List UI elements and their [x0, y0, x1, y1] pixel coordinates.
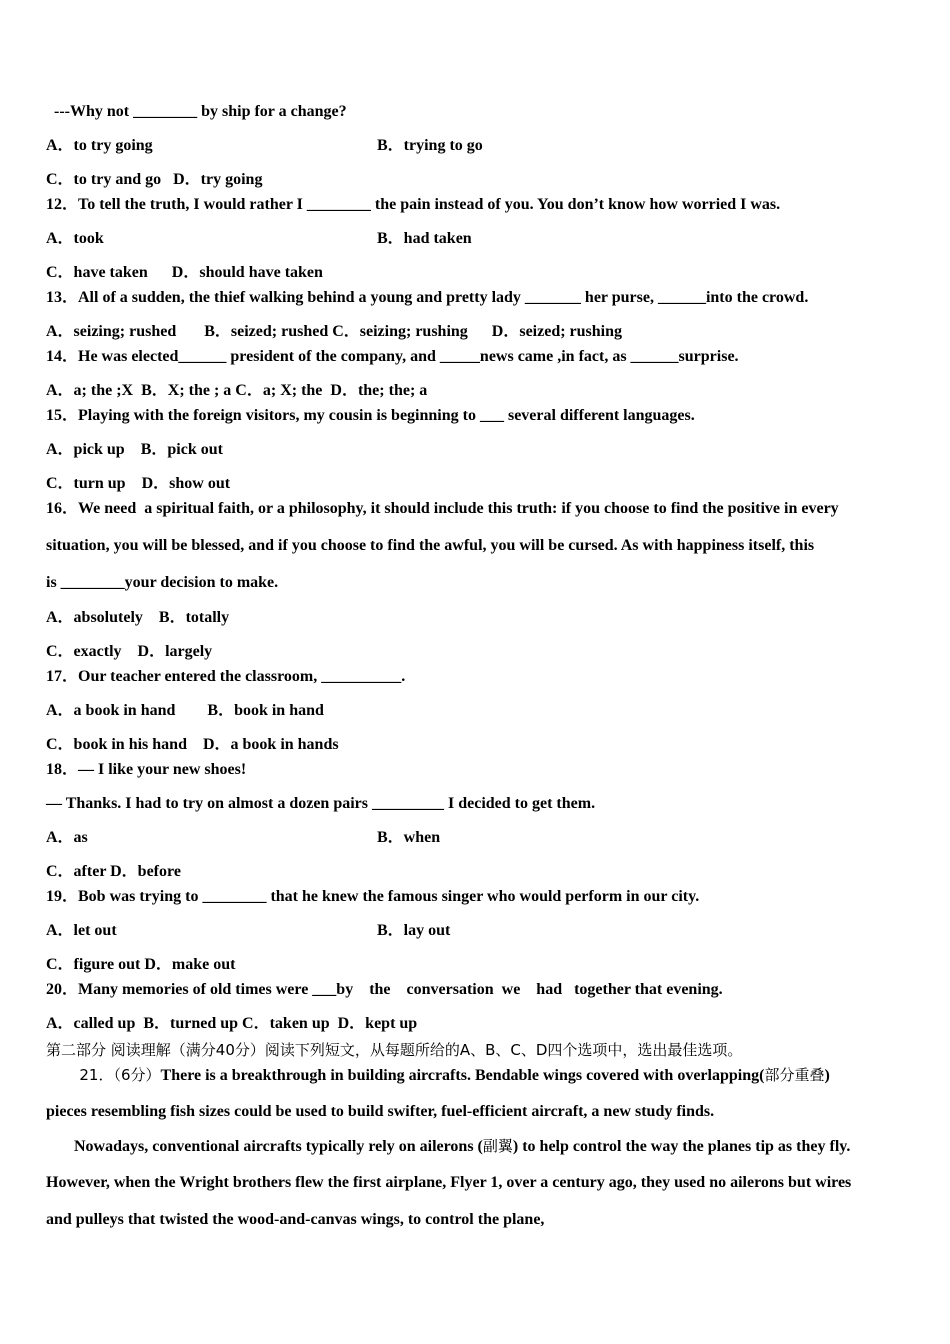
q11-option-a: A．to try going: [46, 137, 153, 154]
question-17-stem: 17．Our teacher entered the classroom, __________.: [46, 668, 406, 685]
q13-options: A．seizing; rushed B．seized; rushed C．seizing; rushing D．seized; rushing: [46, 323, 623, 340]
gloss-ailerons: 副翼: [482, 1137, 513, 1155]
paren-close: ): [824, 1067, 830, 1084]
passage-21-text: There is a breakthrough in building aircrafts. Bendable wings covered with overlapping(: [160, 1067, 765, 1084]
question-12-stem: 12．To tell the truth, I would rather I ________ the pain instead of you. You don’t know how worried I was.: [46, 196, 781, 213]
question-18-stem: 18．— I like your new shoes!: [46, 761, 247, 778]
q16-options-cd: C．exactly D．largely: [46, 643, 213, 660]
q12-option-b: B．had taken: [377, 230, 472, 247]
question-11-stem: ---Why not ________ by ship for a change?: [46, 103, 347, 120]
q18-option-b: B．when: [377, 829, 441, 846]
q18-option-a: A．as: [46, 829, 88, 846]
q15-options-cd: C．turn up D．show out: [46, 475, 231, 492]
passage-21-para2-line2: However, when the Wright brothers flew the first airplane, Flyer 1, over a century ago, they used no ailerons but wires: [46, 1174, 852, 1191]
question-14-stem: 14．He was elected______ president of the company, and _____news came ,in fact, as ______surprise.: [46, 348, 739, 365]
passage-21-number: 21．（6分）: [46, 1066, 161, 1084]
q20-options: A．called up B．turned up C．taken up D．kept up: [46, 1015, 418, 1032]
passage-21-line1: [46, 1065, 830, 1086]
passage-21-para2-line1: [46, 1136, 850, 1157]
q17-options-ab: A．a book in hand B．book in hand: [46, 702, 324, 719]
gloss-overlapping: 部分重叠: [764, 1066, 825, 1084]
question-16-stem-line3: is ________your decision to make.: [46, 574, 279, 591]
question-16-stem-line2: situation, you will be blessed, and if you choose to find the awful, you will be cursed. As with happiness itself, this: [46, 537, 815, 554]
question-18-reply: — Thanks. I had to try on almost a dozen pairs _________ I decided to get them.: [46, 795, 596, 812]
q12-options-cd: C．have taken D．should have taken: [46, 264, 323, 281]
q11-options-cd: C．to try and go D．try going: [46, 171, 263, 188]
q19-option-b: B．lay out: [377, 922, 451, 939]
q12-option-a: A．took: [46, 230, 104, 247]
section-2-heading: 第二部分 阅读理解（满分40分）阅读下列短文，从每题所给的A、B、C、D四个选项中，选出最佳选项。: [46, 1041, 743, 1059]
q16-options-ab: A．absolutely B．totally: [46, 609, 230, 626]
para2-text-end: ) to help control the way the planes tip as they fly.: [512, 1138, 851, 1155]
q17-options-cd: C．book in his hand D．a book in hands: [46, 736, 339, 753]
question-15-stem: 15．Playing with the foreign visitors, my cousin is beginning to ___ several different languages.: [46, 407, 695, 424]
q14-options: A．a; the ;X B．X; the ; a C．a; X; the D．the; the; a: [46, 382, 428, 399]
q15-options-ab: A．pick up B．pick out: [46, 441, 223, 458]
q11-option-b: B．trying to go: [377, 137, 483, 154]
question-20-stem: 20．Many memories of old times were ___by the conversation we had together that evening.: [46, 981, 723, 998]
para2-text-start: Nowadays, conventional aircrafts typically rely on ailerons (: [46, 1138, 483, 1155]
passage-21-para2-line3: and pulleys that twisted the wood-and-canvas wings, to control the plane,: [46, 1211, 545, 1228]
question-13-stem: 13．All of a sudden, the thief walking behind a young and pretty lady _______ her purse, ______into the crowd.: [46, 289, 809, 306]
passage-21-line2: pieces resembling fish sizes could be used to build swifter, fuel-efficient aircraft, a new study finds.: [46, 1103, 715, 1120]
q19-option-a: A．let out: [46, 922, 117, 939]
question-16-stem-line1: 16．We need a spiritual faith, or a philosophy, it should include this truth: if you choose to find the positive in every: [46, 500, 839, 517]
q18-options-cd: C．after D．before: [46, 863, 181, 880]
question-19-stem: 19．Bob was trying to ________ that he knew the famous singer who would perform in our city.: [46, 888, 700, 905]
q19-options-cd: C．figure out D．make out: [46, 956, 236, 973]
